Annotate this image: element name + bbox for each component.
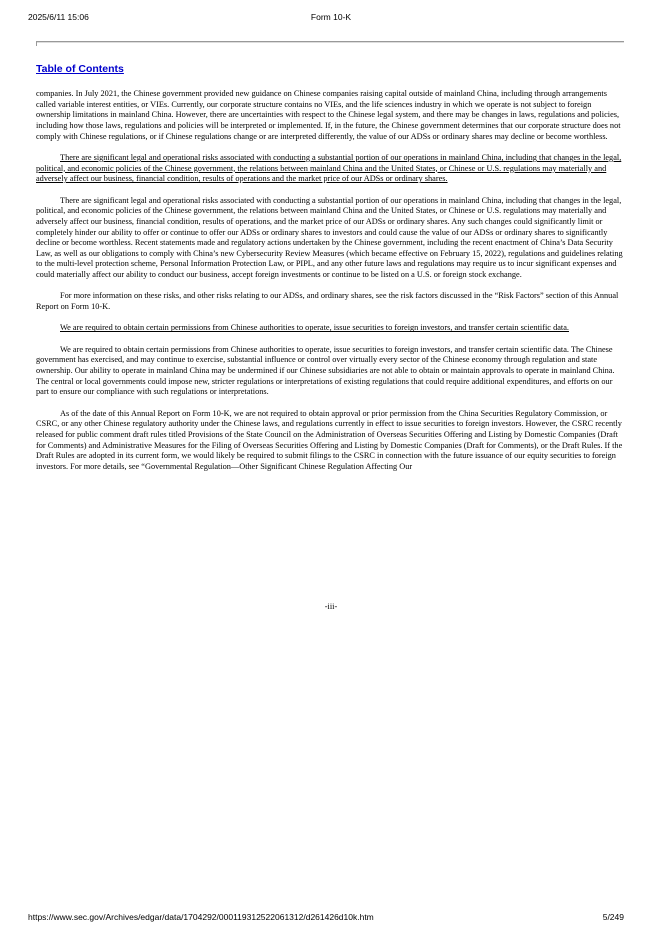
paragraph-permissions: We are required to obtain certain permissions from Chinese authorities to operate, issue securities to foreign investors, and transfer certain scientific data. The Chinese government has exercised, and may continue to exercise, substantial influence or control over virtually every sector of the Chinese economy through regulation and state ownership. Our ability to operate in mainland China may be undermined if our Chinese subsidiaries are not able to obtain or maintain approvals to operate in mainland China. The central or local governments could impose new, stricter regulations or interpretations of existing regulations that could require additional expenditures, and efforts on our part to ensure our compliance with such regulations or interpretations. — [36, 344, 615, 397]
paragraph-legal-operational-risks: There are significant legal and operational risks associated with conducting a substantial portion of our operations in mainland China, including that changes in the legal, political, and economic policies of the Chinese government, the relations between mainland China and the United States, or Chinese or U.S. regulations may materially and adversely affect our business, financial condition, results of operations, and the market price of our ADSs or ordinary shares. Any such changes could significantly limit or completely hinder our ability to offer or continue to offer our ADSs or ordinary shares to investors and could cause the value of our ADSs or ordinary shares to significantly decline or become worthless. Recent statements made and regulatory actions undertaken by the Chinese government, including the recent enactment of China’s Data Security Law, as well as our obligations to comply with China’s new Cybersecurity Review Measures (which became effective on February 15, 2022), regulations and guidelines relating to the multi-level protection scheme, Personal Information Protection Law, or PIPL, and any other future laws and regulations may require us to incur significant expenses and could materially affect our ability to conduct our business, accept foreign investments or continue to be listed on a U.S. or foreign stock exchange. — [36, 195, 623, 280]
print-title: Form 10-K — [310, 12, 352, 22]
risk-heading-legal-operational-text: There are significant legal and operational risks associated with conducting a substantial portion of our operations in mainland China, including that changes in the legal, political, and economic policies of the Chinese government, the relations between mainland China and the United States, or Chinese or U.S. regulations may materially and adversely affect our business, financial condition, results of operations and the market price of our ADSs or ordinary shares. — [36, 152, 622, 184]
header-divider-tick — [36, 41, 37, 46]
risk-heading-permissions-text: We are required to obtain certain permissions from Chinese authorities to operate, issue securities to foreign investors, and transfer certain scientific data. — [60, 323, 569, 333]
print-url: https://www.sec.gov/Archives/edgar/data/1704292/000119312522061312/d261426d10k.htm — [28, 912, 374, 922]
document-body — [36, 89, 626, 483]
print-page-count: 5/249 — [602, 912, 624, 922]
paragraph-csrc-draft-rules: As of the date of this Annual Report on Form 10-K, we are not required to obtain approval or prior permission from the China Securities Regulatory Commission, or CSRC, or any other Chinese regulatory authority under the Chinese laws, and regulations currently in effect to issue securities to foreign investors. However, the CSRC recently released for public comment draft rules titled Provisions of the State Council on the Administration of Overseas Securities Offering and Listing by Domestic Companies (Draft for Comments) and Administrative Measures for the Filing of Overseas Securities Offering and Listing by Domestic Companies (Draft for Comments), or the Draft Rules. If the Draft Rules are adopted in its current form, we would likely be required to submit filings to the CSRC in connection with the future issuance of our equity securities to foreign investors. For more details, see “Governmental Regulation—Other Significant Chinese Regulation Affecting Our — [36, 408, 623, 471]
risk-heading-permissions — [36, 323, 626, 334]
table-of-contents-link[interactable]: Table of Contents — [36, 63, 124, 75]
paragraph-more-information: For more information on these risks, and other risks relating to our ADSs, and ordinary shares, see the risk factors discussed in the “Risk Factors” section of this Annual Report on Form 10-K. — [36, 291, 619, 312]
paragraph-vie-guidance: companies. In July 2021, the Chinese government provided new guidance on Chinese companies raising capital outside of mainland China, including through arrangements called variable interest entities, or VIEs. Currently, our corporate structure contains no VIEs, and the life sciences industry in which we operate is not subject to foreign ownership limitations in mainland China. However, there are uncertainties with respect to the Chinese legal system, and there may be changes in laws, regulations and policies, including how those laws, regulations and policies will be interpreted or implemented. If, in the future, the Chinese government determines that our corporate structure does not comply with Chinese regulations, or if Chinese regulations change or are interpreted differently, the value of our ADSs or ordinary shares may decline or become worthless. — [36, 89, 621, 141]
risk-heading-legal-operational — [36, 153, 626, 185]
header-divider — [36, 41, 624, 43]
page-number: -iii- — [324, 602, 338, 611]
print-datetime: 2025/6/11 15:06 — [28, 12, 89, 22]
